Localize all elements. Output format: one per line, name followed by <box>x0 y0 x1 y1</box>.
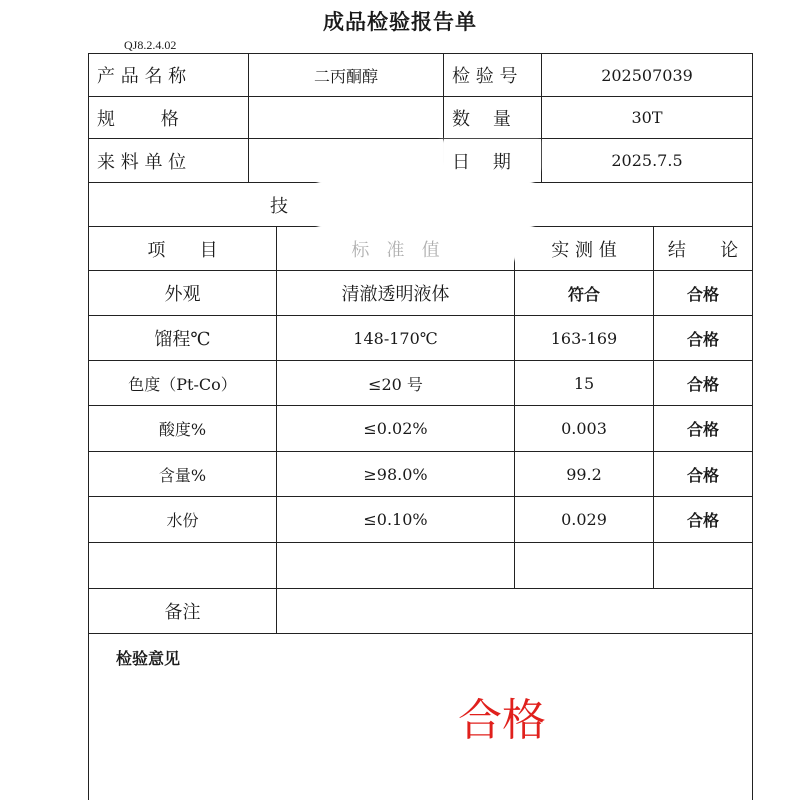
row-measured: 15 <box>573 373 595 393</box>
row-standard: ≤0.10% <box>363 510 428 529</box>
row-result: 合格 <box>686 329 719 349</box>
row-result: 合格 <box>686 374 719 394</box>
row-result: 合格 <box>686 511 719 530</box>
supplier-label: 来 料 单 位 <box>97 151 187 173</box>
row-measured: 0.003 <box>561 419 607 438</box>
row-item: 馏程℃ <box>154 329 211 350</box>
row-item: 酸度% <box>158 420 207 439</box>
row-measured: 0.029 <box>561 510 607 529</box>
quantity-label: 数 量 <box>452 108 511 130</box>
row-measured: 163-169 <box>550 328 618 348</box>
row-item: 水份 <box>166 511 199 530</box>
date-label: 日 期 <box>452 151 511 173</box>
row-item: 外观 <box>164 284 201 305</box>
product-name-label: 产 品 名 称 <box>97 66 187 87</box>
spec-label: 规 格 <box>97 108 179 130</box>
remarks-value <box>277 589 752 633</box>
row-measured: 符合 <box>567 284 600 304</box>
inspection-no-value: 202507039 <box>601 65 693 85</box>
supplier-value <box>249 139 443 182</box>
product-name-value: 二丙酮醇 <box>313 66 378 86</box>
row-item: 含量% <box>158 465 207 485</box>
opinion-label: 检验意见 <box>116 649 181 668</box>
row-measured: 99.2 <box>566 464 602 484</box>
quantity-value: 30T <box>631 108 663 127</box>
row-standard: 148-170℃ <box>353 328 438 348</box>
grid-line <box>752 53 753 800</box>
row-item: 色度（Pt-Co） <box>128 374 237 394</box>
grid-line <box>88 633 752 634</box>
row-standard: ≤0.02% <box>363 419 428 438</box>
section-label: 技 <box>270 195 288 217</box>
document-code: QJ8.2.4.02 <box>124 38 177 52</box>
column-measured-header: 实 测 值 <box>551 239 617 261</box>
report-title: 成品检验报告单 <box>323 10 477 34</box>
column-standard-header: 标 准 值 <box>351 239 440 261</box>
spec-value <box>249 97 443 138</box>
opinion-value: 合格 <box>458 695 546 746</box>
row-standard: 清澈透明液体 <box>341 284 450 305</box>
row-result: 合格 <box>686 420 719 439</box>
row-standard: ≥98.0% <box>363 464 428 484</box>
column-item-header: 项 目 <box>147 239 218 261</box>
row-standard: ≤20 号 <box>368 374 423 394</box>
date-value: 2025.7.5 <box>611 151 683 170</box>
column-conclusion-header: 结 论 <box>667 239 739 261</box>
row-result: 合格 <box>686 284 719 304</box>
inspection-no-label: 检 验 号 <box>452 66 518 87</box>
remarks-label: 备注 <box>164 602 201 623</box>
row-result: 合格 <box>686 465 719 485</box>
